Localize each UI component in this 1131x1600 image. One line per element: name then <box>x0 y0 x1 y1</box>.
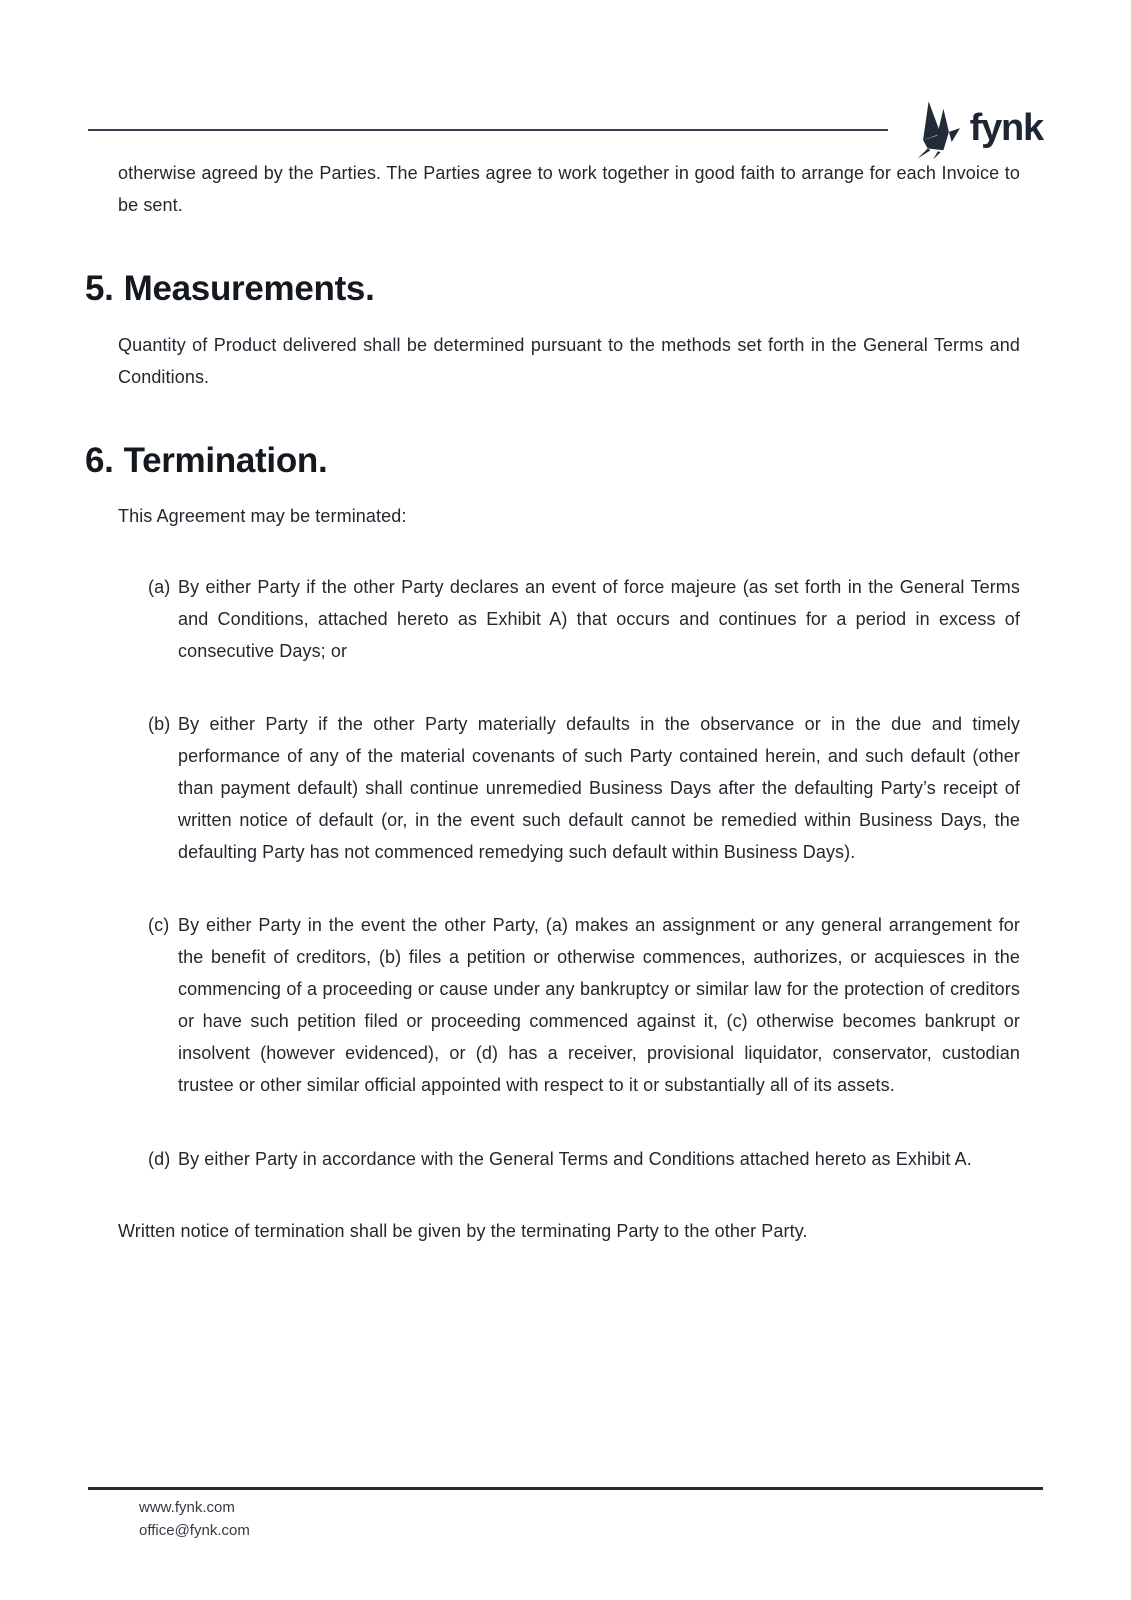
list-item-text: By either Party in the event the other Party, (a) makes an assignment or any general arrangement for the benefit of creditors, (b) files a petition or otherwise commences, authorizes, or acquiesces in the commencing of a proceeding or cause under any bankruptcy or similar law for the protection of creditors or have such petition filed or proceeding commenced against it, (c) otherwise becomes bankrupt or insolvent (however evidenced), or (d) has a receiver, provisional liquidator, conservator, custodian trustee or other similar official appointed with respect to it or substantially all of its assets. <box>178 915 1020 1095</box>
fynk-logo <box>912 100 1043 160</box>
measurements-paragraph: Quantity of Product delivered shall be determined pursuant to the methods set forth in the General Terms and Conditions. <box>118 335 1020 387</box>
section-number: 6. <box>85 441 114 480</box>
intro-paragraph: otherwise agreed by the Parties. The Parties agree to work together in good faith to arrange for each Invoice to be sent. <box>118 163 1020 215</box>
section-heading-measurements <box>85 268 1020 309</box>
fynk-wordmark: fynk <box>969 107 1043 149</box>
footer-divider <box>88 1487 1043 1490</box>
list-marker: (b) <box>148 714 171 734</box>
list-item-b <box>118 708 1020 868</box>
list-marker: (a) <box>148 577 171 597</box>
list-item-text: By either Party in accordance with the General Terms and Conditions attached hereto as Exhibit A. <box>178 1149 972 1169</box>
header-divider <box>88 129 888 131</box>
termination-closing-paragraph: Written notice of termination shall be given by the terminating Party to the other Party. <box>118 1221 808 1241</box>
list-marker: (d) <box>148 1149 171 1169</box>
section-title: Measurements. <box>123 269 375 308</box>
list-item-text: By either Party if the other Party declares an event of force majeure (as set forth in the General Terms and Conditions, attached hereto as Exhibit A) that occurs and continues for a period in excess of consecutive Days; or <box>178 577 1020 661</box>
list-item-text: By either Party if the other Party materially defaults in the observance or in the due and timely performance of any of the material covenants of such Party contained herein, and such default (other than payment default) shall continue unremedied Business Days after the defaulting Party’s receipt of written notice of default (or, in the event such default cannot be remedied within Business Days, the defaulting Party has not commenced remedying such default within Business Days). <box>178 714 1020 862</box>
footer-email: office@fynk.com <box>139 1522 250 1539</box>
section-number: 5. <box>85 269 114 308</box>
footer-website: www.fynk.com <box>139 1499 235 1516</box>
section-title: Termination. <box>123 441 328 480</box>
termination-lead-paragraph: This Agreement may be terminated: <box>118 506 407 526</box>
section-heading-termination <box>85 440 1020 481</box>
list-item-d <box>118 1143 1020 1175</box>
page-header <box>88 98 1043 162</box>
list-item-a <box>118 571 1020 667</box>
list-item-c <box>118 909 1020 1101</box>
document-body <box>85 157 1020 1247</box>
list-marker: (c) <box>148 915 170 935</box>
page-footer <box>139 1496 250 1542</box>
origami-crane-icon <box>912 100 960 160</box>
